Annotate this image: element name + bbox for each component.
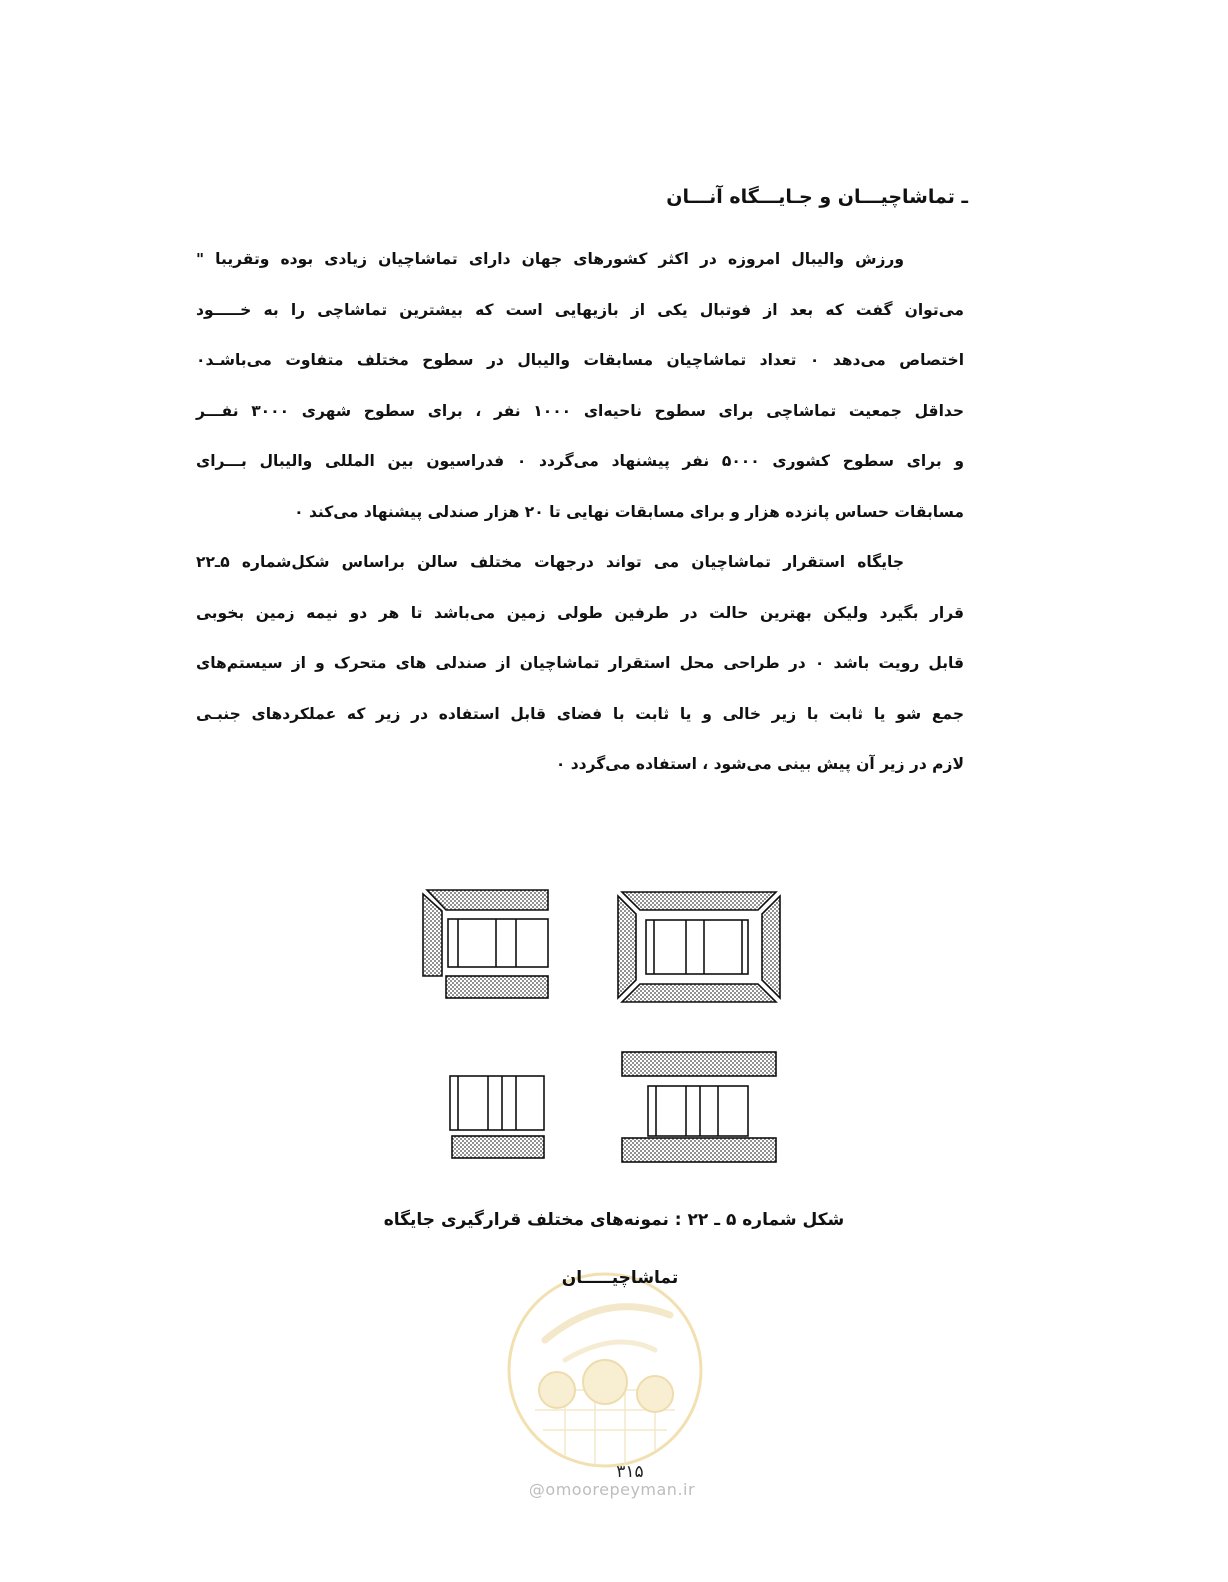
layout-two-sides	[622, 1052, 776, 1162]
paragraph-1	[196, 234, 964, 537]
text-line: اختصاص می‌دهد ۰ تعداد تماشاچیان مسابقات والیبال در سطوح مختلف متفاوت می‌باشـد۰	[196, 351, 965, 369]
text-line: لازم در زیر آن پیش بینی می‌شود ، استفاده می‌گردد ۰	[555, 755, 964, 773]
body-text	[196, 234, 964, 790]
paragraph-2	[196, 537, 964, 790]
seating-layout-figure	[410, 880, 800, 1170]
text-line: قرار بگیرد ولیکن بهترین حالت در طرفین طولی زمین می‌باشد تا هر دو نیمه زمین بخوبی	[196, 603, 964, 622]
text-line: مسابقات حساس پانزده هزار و برای مسابقات نهایی تا ۲۰ هزار صندلی پیشنهاد می‌کند ۰	[294, 502, 964, 521]
layout-one-side	[450, 1076, 544, 1158]
text-line: می‌توان گفت که بعد از فوتبال یکی از بازیهایی است که بیشترین تماشاچی را به خـــــود	[196, 300, 964, 319]
layout-four-sides	[618, 892, 780, 1002]
text-line: حداقل جمعیت تماشاچی برای سطوح ناحیه‌ای ۱۰۰۰ نفر ، برای سطوح شهری ۳۰۰۰ نفـــر	[196, 401, 965, 420]
text-line: و برای سطوح کشوری ۵۰۰۰ نفر پیشنهاد می‌گردد ۰ فدراسیون بین المللی والیبال بـــرای	[196, 452, 964, 470]
section-heading: ـ تماشاچیـــان و جـایـــگاه آنـــان	[666, 186, 968, 208]
watermark-seal	[505, 1270, 705, 1470]
watermark-url: @omoorepeyman.ir	[528, 1480, 696, 1499]
running-title: تماشاچیـــــان	[561, 1268, 679, 1288]
text-line: جمع شو یا ثابت با زیر خالی و یا ثابت با فضای قابل استفاده در زیر که عملکردهای جنبـی	[196, 704, 964, 723]
figure-caption: شکل شماره ۵ ـ ۲۲ : نمونه‌های مختلف قرارگیری جایگاه	[383, 1210, 845, 1230]
layout-three-sides	[423, 890, 548, 998]
text-line: قابل رویت باشد ۰ در طراحی محل استقرار تماشاچیان از صندلی های متحرک و از سیستم‌های	[196, 654, 965, 672]
page-number: ۳۱۵	[616, 1462, 644, 1482]
text-line: جایگاه استقرار تماشاچیان می تواند درجهات مختلف سالن براساس شکل‌شماره ۵ـ۲۲	[196, 553, 904, 571]
text-line: ورزش والیبال امروزه در اکثر کشورهای جهان دارای تماشاچیان زیادی بوده وتقریبا "	[196, 250, 904, 268]
